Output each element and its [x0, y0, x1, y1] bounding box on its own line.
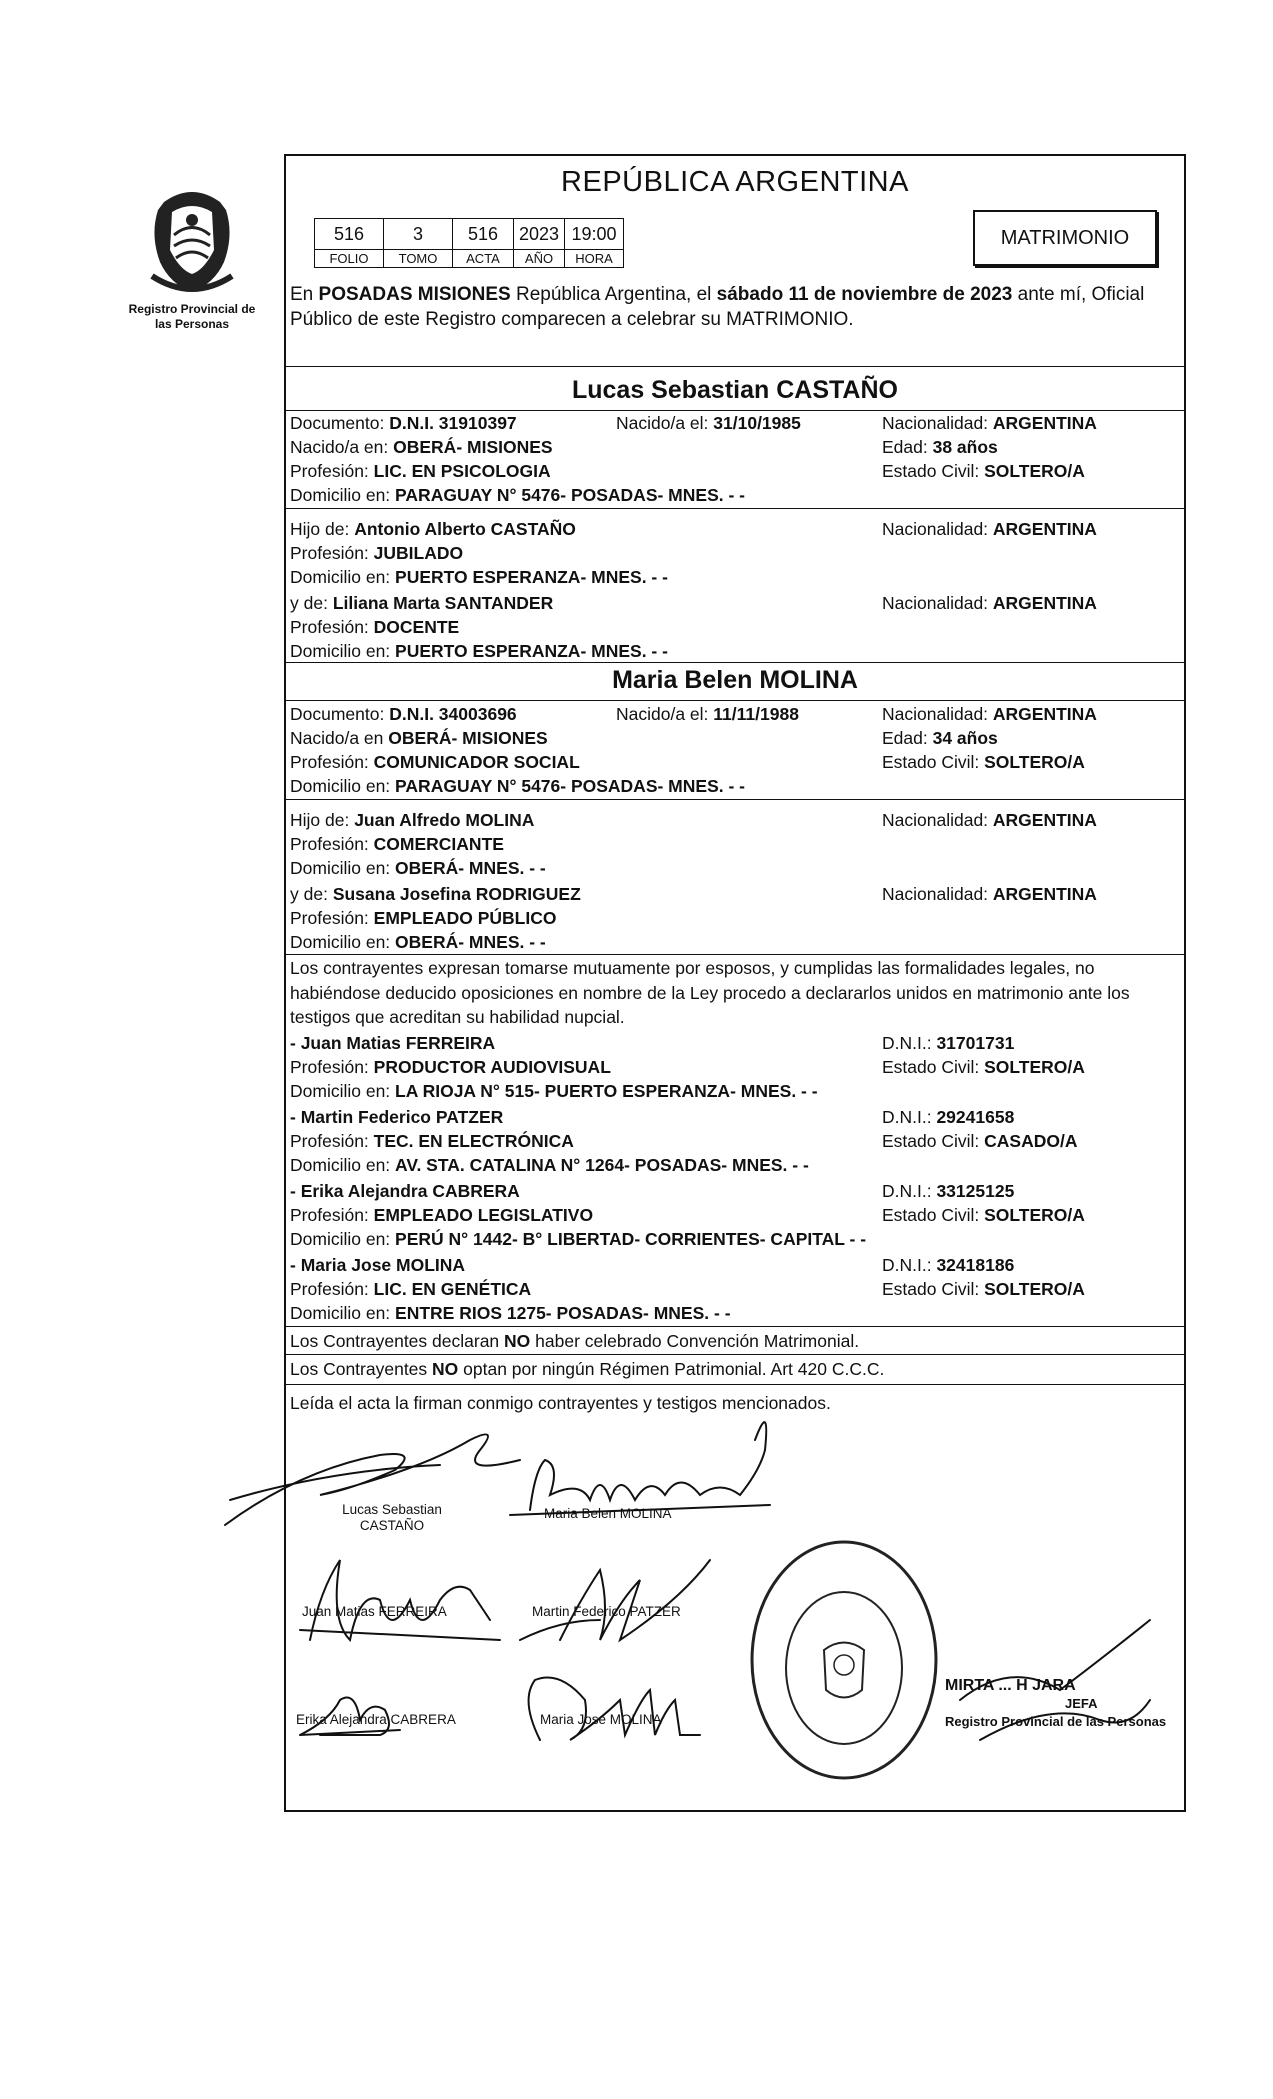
- groom-father-profession: Profesión: JUBILADO: [290, 543, 464, 563]
- witness-1-signature-caption: Juan Matias FERREIRA: [302, 1604, 447, 1619]
- officer-name: MIRTA ... H JARA: [945, 1677, 1076, 1694]
- witness-3-signature: [300, 1698, 400, 1736]
- bride-age: Edad: 34 años: [882, 728, 998, 748]
- groom-signature: [225, 1434, 520, 1525]
- bride-document: Documento: D.N.I. 34003696: [290, 704, 517, 724]
- certificate-type-box: MATRIMONIO: [973, 210, 1157, 266]
- witness-4-signature-caption: Maria Jose MOLINA: [540, 1712, 662, 1727]
- witness-2-civil-status: Estado Civil: CASADO/A: [882, 1131, 1078, 1151]
- witness-2-signature-caption: Martin Federico PATZER: [532, 1604, 681, 1619]
- officer-office: Registro Provincial de las Personas: [945, 1714, 1167, 1729]
- hora-label: HORA: [565, 250, 624, 268]
- convention-statement: Los Contrayentes declaran NO haber celebrado Convención Matrimonial.: [290, 1331, 860, 1351]
- bride-mother-profession: Profesión: EMPLEADO PÚBLICO: [290, 908, 557, 928]
- acta-value: 516: [453, 219, 514, 250]
- groom-father-address: Domicilio en: PUERTO ESPERANZA- MNES. - -: [290, 567, 668, 587]
- groom-mother: y de: Liliana Marta SANTANDER: [290, 593, 554, 613]
- witness-3-dni: D.N.I.: 33125125: [882, 1181, 1015, 1201]
- groom-name: Lucas Sebastian CASTAÑO: [571, 376, 898, 404]
- bride-profession: Profesión: COMUNICADOR SOCIAL: [290, 752, 580, 772]
- witness-1-name: - Juan Matias FERREIRA: [290, 1033, 496, 1053]
- groom-profession: Profesión: LIC. EN PSICOLOGIA: [290, 461, 551, 481]
- groom-birth-date: Nacido/a el: 31/10/1985: [616, 413, 801, 433]
- tomo-label: TOMO: [384, 250, 453, 268]
- folio-label: FOLIO: [315, 250, 384, 268]
- witness-3-name: - Erika Alejandra CABRERA: [290, 1181, 520, 1201]
- bride-mother: y de: Susana Josefina RODRIGUEZ: [290, 884, 581, 904]
- officer-title: JEFA: [1065, 1696, 1098, 1711]
- tomo-value: 3: [384, 219, 453, 250]
- intro-text-1: En: [290, 284, 319, 305]
- official-seal-stamp: [744, 1540, 944, 1790]
- intro-text-3: ante mí, Oficial Público de este Registro comparecen a celebrar su MATRIMONIO.: [290, 284, 1145, 330]
- witness-4-civil-status: Estado Civil: SOLTERO/A: [882, 1279, 1085, 1299]
- witness-1-profession: Profesión: PRODUCTOR AUDIOVISUAL: [290, 1057, 611, 1077]
- witness-4-signature: [529, 1678, 700, 1741]
- officer-stamp: [945, 1675, 1166, 1733]
- witness-1-address: Domicilio en: LA RIOJA N° 515- PUERTO ESPERANZA- MNES. - -: [290, 1081, 818, 1101]
- witness-3-address: Domicilio en: PERÚ N° 1442- B° LIBERTAD- CORRIENTES- CAPITAL - -: [290, 1229, 867, 1249]
- closing-statement: Leída el acta la firman conmigo contrayentes y testigos mencionados.: [290, 1393, 831, 1413]
- bride-father-profession: Profesión: COMERCIANTE: [290, 834, 504, 854]
- country-title: REPÚBLICA ARGENTINA: [561, 166, 909, 198]
- witness-1-civil-status: Estado Civil: SOLTERO/A: [882, 1057, 1085, 1077]
- bride-signature-caption: Maria Belen MOLINA: [544, 1506, 672, 1521]
- bride-mother-address: Domicilio en: OBERÁ- MNES. - -: [290, 932, 546, 952]
- groom-civil-status: Estado Civil: SOLTERO/A: [882, 461, 1085, 481]
- witness-1-signature: [300, 1560, 500, 1640]
- witness-3-civil-status: Estado Civil: SOLTERO/A: [882, 1205, 1085, 1225]
- witness-2-name: - Martin Federico PATZER: [290, 1107, 504, 1127]
- bride-nationality: Nacionalidad: ARGENTINA: [882, 704, 1097, 724]
- bride-father-address: Domicilio en: OBERÁ- MNES. - -: [290, 858, 546, 878]
- groom-nationality: Nacionalidad: ARGENTINA: [882, 413, 1097, 433]
- witness-2-address: Domicilio en: AV. STA. CATALINA N° 1264- POSADAS- MNES. - -: [290, 1155, 809, 1175]
- anio-label: AÑO: [514, 250, 565, 268]
- bride-mother-nationality: Nacionalidad: ARGENTINA: [882, 884, 1097, 904]
- groom-address: Domicilio en: PARAGUAY N° 5476- POSADAS- MNES. - -: [290, 485, 745, 505]
- hora-value: 19:00: [565, 219, 624, 250]
- witness-4-name: - Maria Jose MOLINA: [290, 1255, 466, 1275]
- bride-civil-status: Estado Civil: SOLTERO/A: [882, 752, 1085, 772]
- intro-place: POSADAS MISIONES: [318, 284, 511, 305]
- bride-father: Hijo de: Juan Alfredo MOLINA: [290, 810, 535, 830]
- bride-name: Maria Belen MOLINA: [612, 666, 858, 694]
- logo-caption: Registro Provincial de las Personas: [128, 302, 256, 331]
- regime-statement: Los Contrayentes NO optan por ningún Régimen Patrimonial. Art 420 C.C.C.: [290, 1359, 885, 1379]
- witness-4-profession: Profesión: LIC. EN GENÉTICA: [290, 1279, 532, 1299]
- witness-3-signature-caption: Erika Alejandra CABRERA: [296, 1712, 456, 1727]
- groom-father: Hijo de: Antonio Alberto CASTAÑO: [290, 519, 576, 539]
- groom-age: Edad: 38 años: [882, 437, 998, 457]
- witness-2-signature: [520, 1560, 710, 1640]
- declaration-paragraph: Los contrayentes expresan tomarse mutuamente por esposos, y cumplidas las formalidades legales, no habiéndose deducido oposiciones en nombre de la Ley procedo a declararlos unidos en matrimonio ante los testigos que acreditan su habilidad nupcial.: [290, 958, 1130, 1027]
- groom-signature-stroke: [230, 1465, 440, 1500]
- witness-4-address: Domicilio en: ENTRE RIOS 1275- POSADAS- MNES. - -: [290, 1303, 731, 1323]
- groom-birthplace: Nacido/a en: OBERÁ- MISIONES: [290, 437, 553, 457]
- intro-text-2: República Argentina, el: [510, 284, 717, 305]
- witness-1-dni: D.N.I.: 31701731: [882, 1033, 1015, 1053]
- groom-document: Documento: D.N.I. 31910397: [290, 413, 517, 433]
- bride-signature-underline: [510, 1505, 770, 1515]
- intro-date: sábado 11 de noviembre de 2023: [716, 284, 1013, 305]
- witness-4-dni: D.N.I.: 32418186: [882, 1255, 1015, 1275]
- bride-birthplace: Nacido/a en OBERÁ- MISIONES: [290, 728, 548, 748]
- bride-address: Domicilio en: PARAGUAY N° 5476- POSADAS- MNES. - -: [290, 776, 745, 796]
- witness-3-profession: Profesión: EMPLEADO LEGISLATIVO: [290, 1205, 594, 1225]
- groom-mother-address: Domicilio en: PUERTO ESPERANZA- MNES. - -: [290, 641, 668, 661]
- groom-father-nationality: Nacionalidad: ARGENTINA: [882, 519, 1097, 539]
- witness-2-profession: Profesión: TEC. EN ELECTRÓNICA: [290, 1131, 574, 1151]
- folio-value: 516: [315, 219, 384, 250]
- groom-signature-caption: Lucas Sebastian CASTAÑO: [342, 1502, 442, 1533]
- groom-mother-nationality: Nacionalidad: ARGENTINA: [882, 593, 1097, 613]
- bride-signature: [530, 1422, 766, 1510]
- acta-label: ACTA: [453, 250, 514, 268]
- groom-mother-profession: Profesión: DOCENTE: [290, 617, 460, 637]
- bride-birth-date: Nacido/a el: 11/11/1988: [616, 704, 799, 724]
- witness-2-dni: D.N.I.: 29241658: [882, 1107, 1015, 1127]
- bride-father-nationality: Nacionalidad: ARGENTINA: [882, 810, 1097, 830]
- anio-value: 2023: [514, 219, 565, 250]
